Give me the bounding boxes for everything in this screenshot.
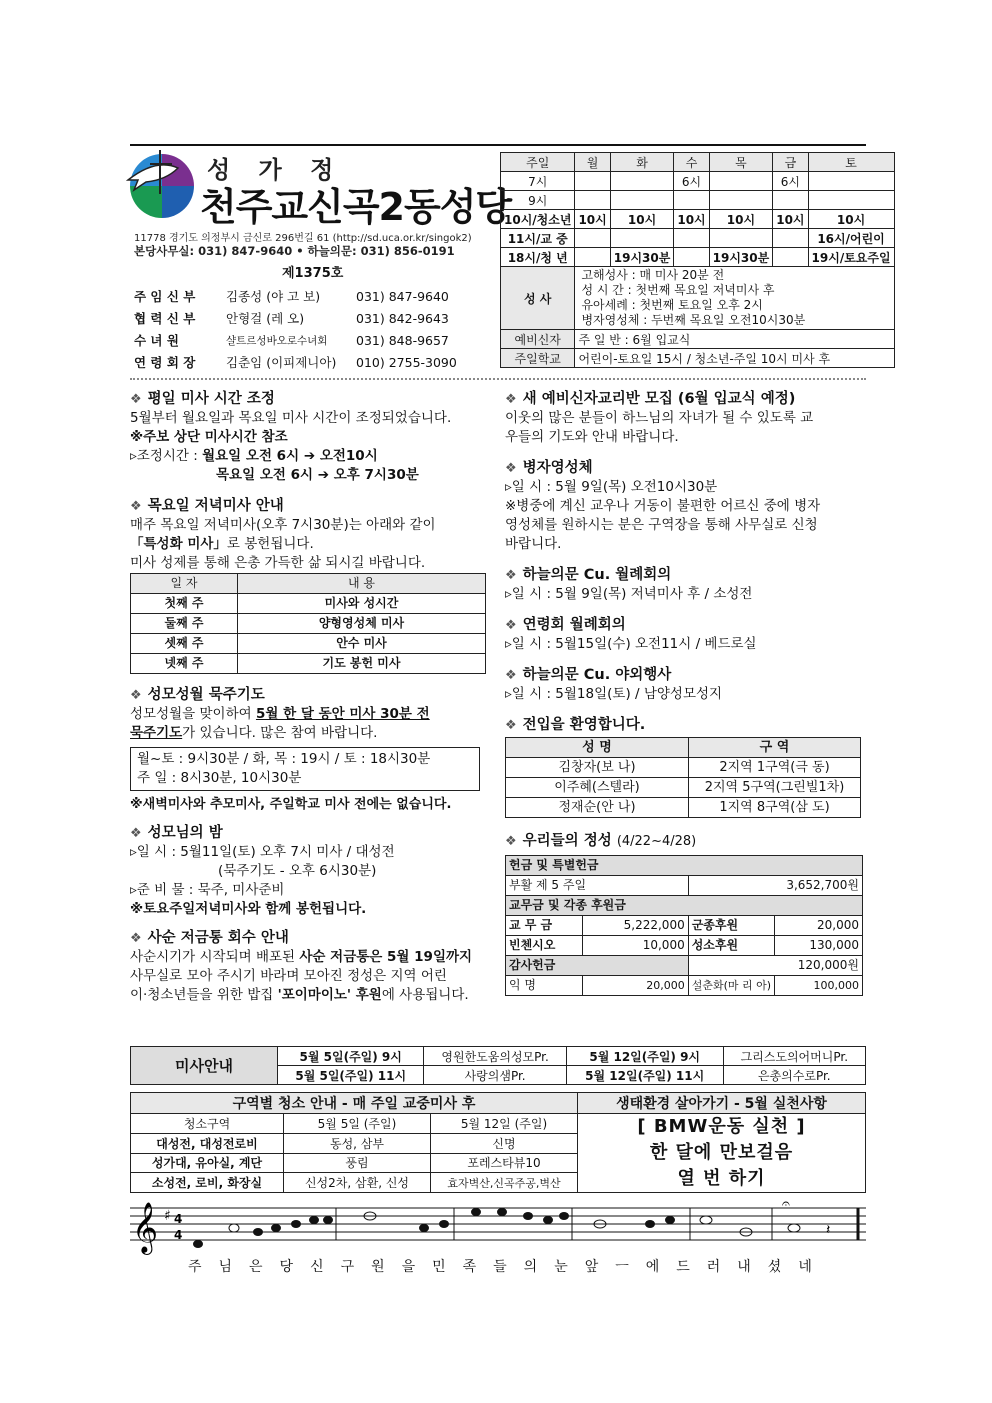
table-cell: 부활 제 5 주일 <box>506 876 689 896</box>
schedule-cell: 10시 <box>808 210 894 229</box>
paragraph: 로 봉헌됩니다. <box>226 536 314 552</box>
section-heading <box>130 824 486 843</box>
catechumen-label: 예비신자 <box>501 330 575 349</box>
emphasis: '포이마이노' 후원 <box>277 987 382 1003</box>
table-header: 구 역 <box>689 738 861 758</box>
table-header: 감사헌금 <box>506 956 689 976</box>
sunday-school-label: 주일학교 <box>501 349 575 368</box>
staff-role: 수 녀 원 <box>134 333 179 348</box>
hymn-lyrics <box>130 1256 866 1276</box>
section-title: 하늘의문 Cu. 월례회의 <box>522 567 672 583</box>
staff-role: 주 임 신 부 <box>134 289 196 304</box>
mass-time: 5월 5일(주일) 9시 <box>278 1047 424 1066</box>
lyric-syllable: 눈 <box>554 1259 568 1275</box>
section-heading <box>505 666 865 685</box>
diamond-bullet-icon: ❖ <box>505 618 517 633</box>
staff-name: 김종성 (야 고 보) <box>226 289 321 304</box>
section-heading <box>505 566 865 585</box>
rosary-times: 월~토 : 9시30분 / 화, 목 : 19시 / 토 : 18시30분 <box>137 751 431 767</box>
note: ※새벽미사와 추모미사, 주일학교 미사 전에는 없습니다. <box>130 797 452 812</box>
table-cell: 5,222,000 <box>583 916 689 936</box>
table-cell: 성가대, 유아실, 계단 <box>131 1153 284 1173</box>
schedule-cell: 19시/토요주일 <box>808 248 894 267</box>
table-cell: 효자벽산,신곡주공,벽산 <box>431 1173 578 1193</box>
svg-text:♯: ♯ <box>164 1208 171 1224</box>
day-header: 월 <box>575 153 610 172</box>
paragraph: 성모성월을 맞이하여 <box>130 706 256 722</box>
lyric-syllable: ㅡ <box>615 1259 629 1275</box>
event-line: ▹일 시 : 5월11일(토) 오후 7시 미사 / 대성전 <box>130 844 395 860</box>
parish-logo-icon <box>126 150 198 222</box>
mass-group: 그리스도의어머니Pr. <box>723 1047 865 1066</box>
day-header: 화 <box>610 153 674 172</box>
section-heading <box>130 390 486 409</box>
staff-phone: 031) 847-9640 <box>356 288 449 304</box>
table-cell: 2지역 5구역(그린빌1차) <box>689 778 861 798</box>
paragraph: 우들의 기도와 안내 바랍니다. <box>505 429 679 445</box>
eco-line: 열 번 하기 <box>677 1168 766 1189</box>
diamond-bullet-icon: ❖ <box>505 668 517 683</box>
staff-role: 연 령 회 장 <box>134 355 196 370</box>
sacrament-line: 성 시 간 : 첫번째 목요일 저녁미사 후 <box>581 283 775 297</box>
table-cell: 넷째 주 <box>131 654 238 674</box>
table-cell: 기도 봉헌 미사 <box>238 654 486 674</box>
section-heading <box>505 390 865 409</box>
table-cell: 설춘화(마 리 아) <box>688 976 774 996</box>
table-cell: 2지역 1구역(극 동) <box>689 758 861 778</box>
section-heading <box>130 686 486 705</box>
diamond-bullet-icon: ❖ <box>505 568 517 583</box>
paragraph: 사순시기가 시작되며 배포된 <box>130 949 300 965</box>
lyric-syllable: 원 <box>371 1259 385 1275</box>
staff-phone: 010) 2755-3090 <box>356 354 457 370</box>
section-heading <box>505 616 865 635</box>
table-cell: 1지역 8구역(삼 도) <box>689 798 861 818</box>
paragraph: 미사 성제를 통해 은총 가득한 삶 되시길 바랍니다. <box>130 555 426 571</box>
newcomers-table <box>505 737 861 818</box>
emphasis: 사순 저금통은 5월 19일까지 <box>299 949 473 965</box>
table-cell: 셋째 주 <box>131 634 238 654</box>
section-heading <box>505 716 865 735</box>
mass-schedule-table <box>500 152 895 368</box>
event-line: ▹준 비 물 : 묵주, 미사준비 <box>130 882 285 898</box>
schedule-cell: 19시30분 <box>610 248 674 267</box>
lyric-syllable: 주 <box>188 1259 202 1275</box>
table-header: 5월 5일 (주일) <box>284 1114 431 1134</box>
section-divider <box>130 378 866 380</box>
schedule-cell: 10시 <box>674 210 709 229</box>
svg-text:𝄐: 𝄐 <box>782 1196 790 1212</box>
issue-number: 제1375호 <box>282 266 344 281</box>
header-rule <box>130 144 866 146</box>
diamond-bullet-icon: ❖ <box>130 688 142 703</box>
sacraments-label: 성 사 <box>501 267 575 330</box>
table-header: 헌금 및 특별헌금 <box>506 856 863 876</box>
time-change: 월요일 오전 6시 ➔ 오전10시 <box>202 448 378 464</box>
paragraph: 바랍니다. <box>505 536 562 552</box>
table-header: 일 자 <box>131 574 238 594</box>
title-small: 성 가 정 <box>207 156 344 184</box>
svg-text:𝄞: 𝄞 <box>132 1202 159 1253</box>
staff-phone: 031) 848-9657 <box>356 332 449 348</box>
event-line: ▹일 시 : 5월 9일(목) 저녁미사 후 / 소성전 <box>505 586 753 602</box>
section-title: 성모성월 묵주기도 <box>147 687 265 703</box>
table-cell: 빈첸시오 <box>506 936 583 956</box>
paragraph: 5월부터 월요일과 목요일 미사 시간이 조정되었습니다. <box>130 410 452 426</box>
lyric-syllable: 당 <box>279 1259 294 1275</box>
schedule-cell: 16시/어린이 <box>808 229 894 248</box>
table-cell: 안수 미사 <box>238 634 486 654</box>
table-cell: 풍림 <box>284 1153 431 1173</box>
lyric-syllable: 구 <box>340 1259 355 1275</box>
svg-text:4: 4 <box>174 1228 183 1242</box>
section-title: 평일 미사 시간 조정 <box>147 391 275 407</box>
day-header: 금 <box>773 153 808 172</box>
note: ※주보 상단 미사시간 참조 <box>130 429 288 445</box>
day-header: 토 <box>808 153 894 172</box>
mass-time: 5월 12일(주일) 11시 <box>566 1066 723 1085</box>
diamond-bullet-icon: ❖ <box>505 718 517 733</box>
diamond-bullet-icon: ❖ <box>505 834 517 849</box>
lyric-syllable: 들 <box>493 1259 507 1275</box>
catechumen-info: 주 일 반 : 6월 입교식 <box>575 330 894 349</box>
offerings-table <box>505 855 863 996</box>
event-line: ▹일 시 : 5월15일(수) 오전11시 / 베드로실 <box>505 636 757 652</box>
diamond-bullet-icon: ❖ <box>505 461 517 476</box>
event-line: (묵주기도 - 오후 6시30분) <box>218 863 377 879</box>
schedule-cell: 6시 <box>773 172 808 191</box>
diamond-bullet-icon: ❖ <box>505 392 517 407</box>
table-cell: 대성전, 대성전로비 <box>131 1133 284 1153</box>
mass-time: 5월 12일(주일) 9시 <box>566 1047 723 1066</box>
schedule-cell: 10시 <box>610 210 674 229</box>
table-cell: 신명 <box>431 1133 578 1153</box>
mass-label: 미사안내 <box>131 1047 278 1085</box>
table-cell: 익 명 <box>506 976 583 996</box>
section-title: 목요일 저녁미사 안내 <box>147 498 284 514</box>
table-cell: 동성, 삼부 <box>284 1133 431 1153</box>
diamond-bullet-icon: ❖ <box>130 931 142 946</box>
label: ▹조정시간 : <box>130 448 198 464</box>
table-header: 내 용 <box>238 574 486 594</box>
event-line: ▹일 시 : 5월18일(토) / 남양성모성지 <box>505 686 723 702</box>
period: (4/22~4/28) <box>616 834 697 849</box>
staff-phone: 031) 842-9643 <box>356 310 449 326</box>
table-cell: 교 무 금 <box>506 916 583 936</box>
paragraph: 에 사용됩니다. <box>381 987 469 1003</box>
staff-table <box>134 285 457 373</box>
table-header: 5월 12일 (주일) <box>431 1114 578 1134</box>
lyric-syllable: 은 <box>249 1259 263 1275</box>
schedule-cell: 7시 <box>501 172 575 191</box>
schedule-cell: 10시/청소년 <box>501 210 575 229</box>
sacrament-line: 고해성사 : 매 미사 20분 전 <box>581 268 725 282</box>
table-cell: 군종후원 <box>688 916 774 936</box>
event-line: ▹일 시 : 5월 9일(목) 오전10시30분 <box>505 479 718 495</box>
table-cell: 첫째 주 <box>131 594 238 614</box>
table-cell: 미사와 성시간 <box>238 594 486 614</box>
mass-group: 영원한도움의성모Pr. <box>424 1047 566 1066</box>
lyric-syllable: 내 <box>737 1259 751 1275</box>
section-title: 연령회 월례회의 <box>522 617 626 633</box>
table-cell: 이주혜(스텔라) <box>506 778 689 798</box>
sunday-school-info: 어린이-토요일 15시 / 청소년-주일 10시 미사 후 <box>575 349 894 368</box>
lyric-syllable: 셨 <box>767 1259 782 1275</box>
emphasis: 묵주기도 <box>130 725 183 741</box>
section-heading <box>505 832 865 851</box>
section-title: 새 예비신자교리반 모집 (6월 입교식 예정) <box>522 391 796 407</box>
table-header: 교무금 및 각종 후원금 <box>506 896 863 916</box>
svg-text:𝄽: 𝄽 <box>826 1222 831 1238</box>
parish-title: 천주교신곡2동성당 <box>200 185 512 229</box>
cleaning-title: 구역별 청소 안내 - 매 주일 교중미사 후 <box>131 1093 578 1114</box>
schedule-cell: 10시 <box>709 210 773 229</box>
day-header: 목 <box>709 153 773 172</box>
right-column <box>505 382 865 996</box>
left-column <box>130 382 486 1005</box>
staff-role: 협 력 신 부 <box>134 311 196 326</box>
paragraph: ※병중에 계신 교우나 거동이 불편한 어르신 중에 병자 <box>505 498 821 514</box>
mass-group: 사랑의샘Pr. <box>424 1066 566 1085</box>
sacrament-line: 병자영성체 : 두번째 목요일 오전10시30분 <box>581 313 806 327</box>
table-cell: 10,000 <box>583 936 689 956</box>
section-heading <box>130 929 486 948</box>
note: ※토요주일저녁미사와 함께 봉헌됩니다. <box>130 901 367 917</box>
lyric-syllable: 에 <box>645 1259 660 1275</box>
section-title: 사순 저금통 회수 안내 <box>147 930 289 946</box>
schedule-cell: 10시 <box>773 210 808 229</box>
table-cell: 20,000 <box>583 976 689 996</box>
emphasis: 「특성화 미사」 <box>130 536 227 552</box>
mass-time: 5월 5일(주일) 11시 <box>278 1066 424 1085</box>
table-cell: 포레스타뷰10 <box>431 1153 578 1173</box>
cleaning-table <box>130 1092 866 1193</box>
lyric-syllable: 드 <box>676 1259 690 1275</box>
paragraph: 이·청소년들을 위한 밥집 <box>130 987 278 1003</box>
time-change: 목요일 오전 6시 ➔ 오후 7시30분 <box>216 467 419 483</box>
diamond-bullet-icon: ❖ <box>130 826 142 841</box>
mass-intention-table <box>130 1046 866 1085</box>
lyric-syllable: 러 <box>706 1259 721 1275</box>
table-cell: 소성전, 로비, 화장실 <box>131 1173 284 1193</box>
table-cell: 정재순(안 나) <box>506 798 689 818</box>
lyric-syllable: 민 <box>432 1259 446 1275</box>
table-header: 청소구역 <box>131 1114 284 1134</box>
table-cell: 120,000원 <box>688 956 862 976</box>
lyric-syllable: 의 <box>523 1259 538 1275</box>
table-cell: 둘째 주 <box>131 614 238 634</box>
eco-line: [ BMW운동 실천 ] <box>637 1116 806 1137</box>
paragraph: 가 있습니다. 많은 참여 바랍니다. <box>182 725 378 741</box>
diamond-bullet-icon: ❖ <box>130 392 142 407</box>
rosary-times: 주 일 : 8시30분, 10시30분 <box>137 770 302 786</box>
section-title: 전입을 환영합니다. <box>522 717 646 733</box>
section-heading <box>505 459 865 478</box>
lyric-syllable: 신 <box>310 1259 324 1275</box>
lyric-syllable: 앞 <box>584 1259 599 1275</box>
section-title: 하늘의문 Cu. 야외행사 <box>522 667 672 683</box>
paragraph: 매주 목요일 저녁미사(오후 7시30분)는 아래와 같이 <box>130 517 436 533</box>
schedule-cell: 19시30분 <box>709 248 773 267</box>
section-title: 성모님의 밤 <box>147 825 223 841</box>
table-cell: 신성2차, 삼환, 신성 <box>284 1173 431 1193</box>
table-cell: 성소후원 <box>688 936 774 956</box>
table-header: 성 명 <box>506 738 689 758</box>
office-phones: 본당사무실: 031) 847-9640 • 하늘의문: 031) 856-0191 <box>134 244 455 258</box>
lyric-syllable: 을 <box>401 1259 416 1275</box>
lyric-syllable: 족 <box>462 1259 477 1275</box>
diamond-bullet-icon: ❖ <box>130 499 142 514</box>
table-cell: 3,652,700원 <box>688 876 862 896</box>
table-cell: 20,000 <box>775 916 863 936</box>
address: 11778 경기도 의정부시 금신로 296번길 61 (http://sd.uca.or.kr/singok2) <box>134 233 472 244</box>
staff-name: 샬트르성바오로수녀회 <box>226 334 328 347</box>
section-title: 우리들의 정성 <box>522 833 612 849</box>
svg-text:4: 4 <box>174 1212 183 1226</box>
table-cell: 100,000 <box>775 976 863 996</box>
schedule-cell: 11시/교 중 <box>501 229 575 248</box>
rosary-times-box <box>130 747 480 791</box>
special-mass-table <box>130 573 486 674</box>
table-cell: 양형영성체 미사 <box>238 614 486 634</box>
sacrament-line: 유아세례 : 첫번째 토요일 오후 2시 <box>581 298 763 312</box>
eco-line: 한 달에 만보걸음 <box>649 1142 794 1163</box>
schedule-cell: 10시 <box>575 210 610 229</box>
paragraph: 이웃의 많은 분들이 하느님의 자녀가 될 수 있도록 교 <box>505 410 814 426</box>
table-cell: 130,000 <box>775 936 863 956</box>
lyric-syllable: 님 <box>218 1259 233 1275</box>
staff-name: 안형걸 (레 오) <box>226 311 305 326</box>
eco-title: 생태환경 살아가기 - 5월 실천사항 <box>578 1093 866 1114</box>
paragraph: 영성체를 원하시는 분은 구역장을 통해 사무실로 신청 <box>505 517 818 533</box>
mass-group: 은총의수로Pr. <box>723 1066 865 1085</box>
schedule-cell: 18시/청 년 <box>501 248 575 267</box>
section-heading <box>130 497 486 516</box>
section-title: 병자영성체 <box>522 460 593 476</box>
schedule-cell: 6시 <box>674 172 709 191</box>
paragraph: 사무실로 모아 주시기 바라며 모아진 정성은 지역 어린 <box>130 968 447 984</box>
schedule-cell: 9시 <box>501 191 575 210</box>
day-header: 수 <box>674 153 709 172</box>
staff-name: 김춘임 (이피제니아) <box>226 355 337 370</box>
emphasis: 5월 한 달 동안 미사 30분 전 <box>255 706 430 722</box>
lyric-syllable: 네 <box>798 1259 812 1275</box>
table-cell: 김창자(보 나) <box>506 758 689 778</box>
day-header: 주일 <box>501 153 575 172</box>
